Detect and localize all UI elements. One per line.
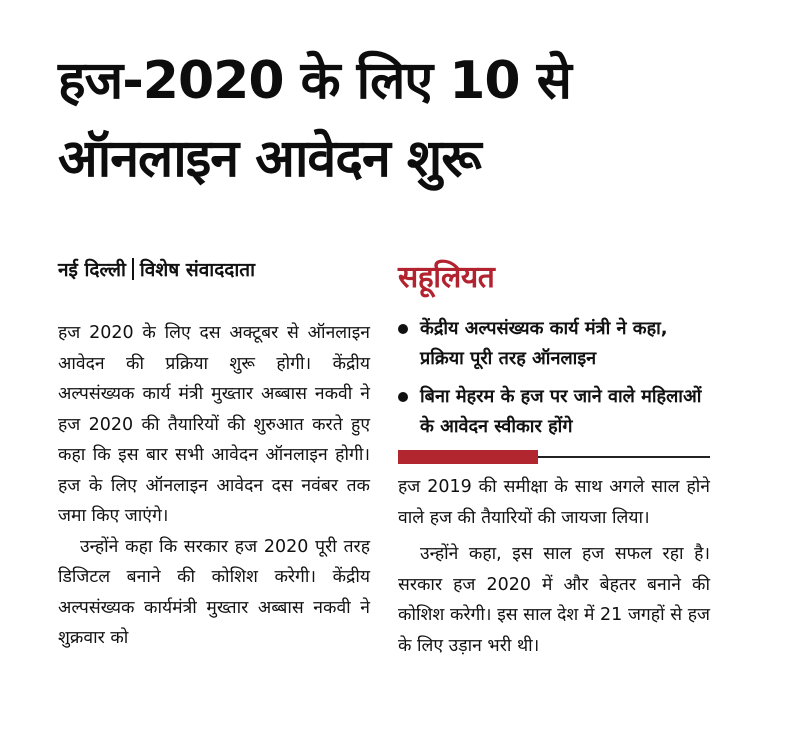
- bullet-dot-icon: [398, 392, 408, 402]
- divider-rule: [538, 456, 710, 458]
- sidebar-bullet-text: बिना मेहरम के हज पर जाने वाले महिलाओं के आवेदन स्वीकार होंगे: [420, 386, 702, 437]
- left-paragraph-2: उन्होंने कहा कि सरकार हज 2020 पूरी तरह डिजिटल बनाने की कोशिश करेगी। केंद्रीय अल्पसंख्यक कार्यमंत्री मुख्तार अब्बास नकवी ने शुक्रवार को: [58, 536, 370, 648]
- left-paragraph-1: हज 2020 के लिए दस अक्टूबर से ऑनलाइन आवेदन की प्रक्रिया शुरू होगी। केंद्रीय अल्पसंख्यक कार्य मंत्री मुख्तार अब्बास नकवी ने हज 2020 की तैयारियों की शुरुआत करते हुए कहा कि इस बार सभी आवेदन ऑनलाइन होगी। हज के लिए ऑनलाइन आवेदन दस नवंबर तक जमा किए जाएंगे।: [58, 323, 370, 526]
- left-column: [58, 318, 370, 654]
- sidebar-bullet-text: केंद्रीय अल्पसंख्यक कार्य मंत्री ने कहा, प्रक्रिया पूरी तरह ऑनलाइन: [420, 318, 668, 369]
- headline-line-1: हज-2020 के लिए 10 से: [58, 51, 571, 111]
- byline: [58, 256, 255, 282]
- byline-author: विशेष संवाददाता: [139, 259, 256, 281]
- headline-line-2: ऑनलाइन आवेदन शुरू: [58, 129, 481, 189]
- byline-separator: [132, 258, 134, 280]
- headline: [58, 42, 778, 198]
- right-body: [398, 472, 710, 661]
- right-column: [398, 256, 710, 661]
- section-divider: [398, 450, 710, 464]
- sidebar-bullet-item: [398, 382, 710, 442]
- right-paragraph-2: उन्होंने कहा, इस साल हज सफल रहा है। सरकार हज 2020 में और बेहतर बनाने की कोशिश करेगी। इस साल देश में 21 जगहों से हज के लिए उड़ान भरी थी।: [398, 544, 710, 656]
- right-paragraph-1: हज 2019 की समीक्षा के साथ अगले साल होने वाले हज की तैयारियों की जायजा लिया।: [398, 477, 710, 528]
- byline-place: नई दिल्ली: [58, 259, 126, 281]
- sidebar-title: सहूलियत: [398, 260, 495, 295]
- sidebar-bullet-item: [398, 314, 710, 374]
- divider-red-bar: [398, 450, 538, 464]
- bullet-dot-icon: [398, 324, 408, 334]
- sidebar-bullet-list: [398, 314, 710, 442]
